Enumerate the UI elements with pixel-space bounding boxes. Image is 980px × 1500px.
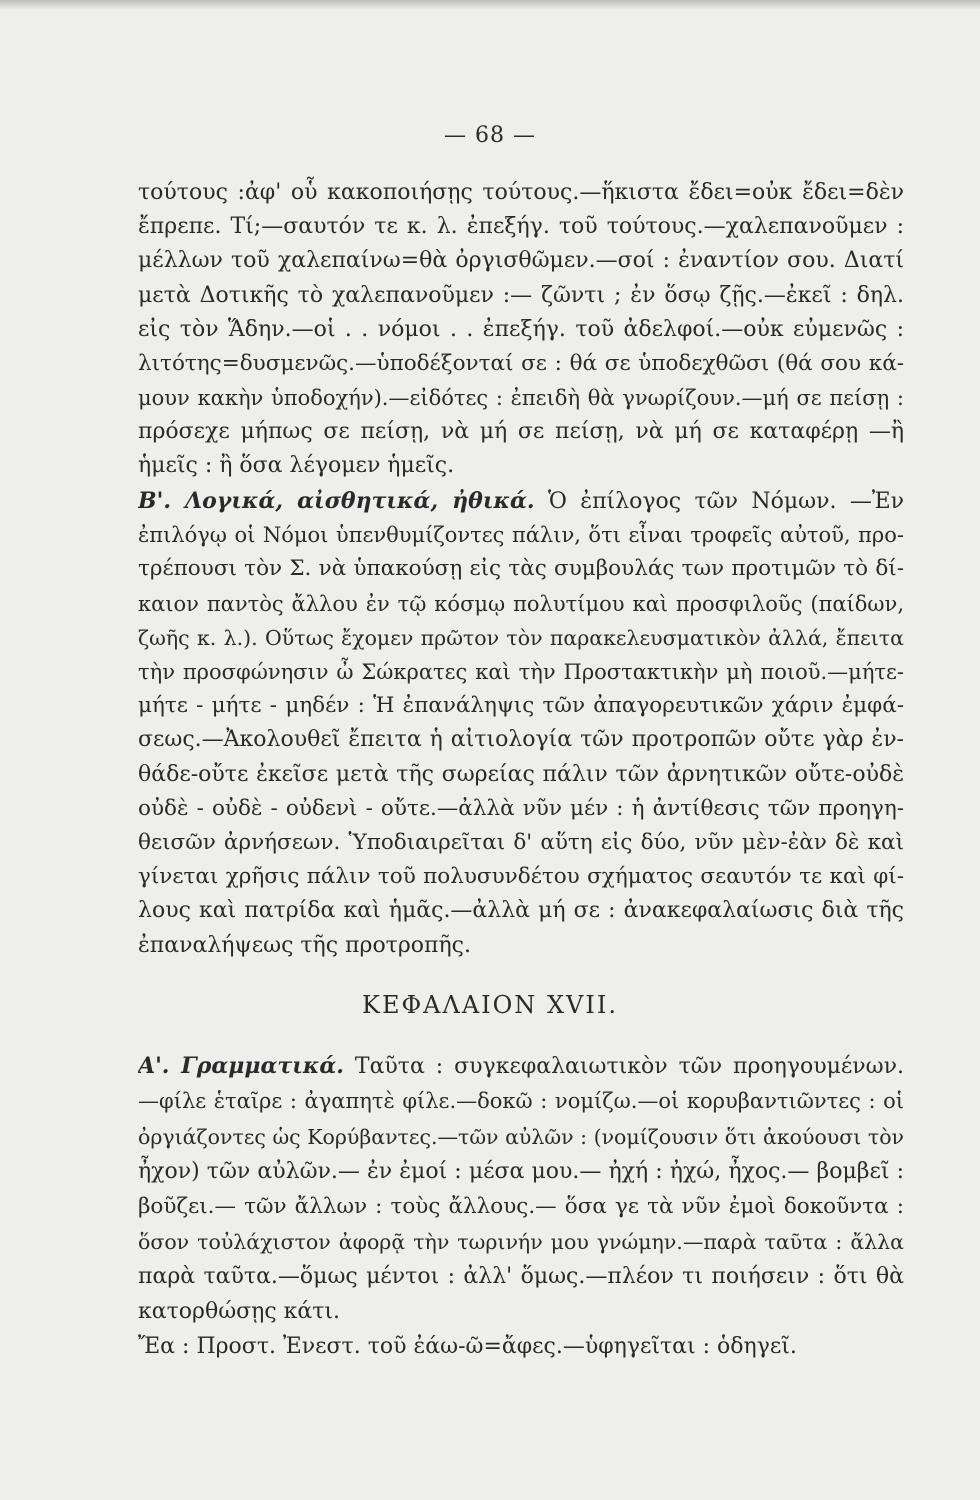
text-line: μήτε - μήτε - μηδέν : Ἡ ἐπανάληψις τῶν ἀπαγορευτικῶν χάριν ἐμφά- <box>138 693 904 718</box>
text-line: ὀργιάζοντες ὡς Κορύβαντες.—τῶν αὐλῶν : (νομίζουσιν ὅτι ἀκούουσι τὸν <box>138 1125 904 1149</box>
text-fragment: Ὁ ἐπίλογος τῶν Νόμων. —Ἐν <box>534 489 904 514</box>
text-line: οὐδὲ - οὐδὲ - οὐδενὶ - οὔτε.—ἀλλὰ νῦν μέν : ἡ ἀντίθεσις τῶν προηγη- <box>138 796 904 821</box>
text-line: λους καὶ πατρίδα καὶ ἡμᾶς.—ἀλλὰ μή σε : ἀνακεφαλαίωσις διὰ τῆς <box>138 898 904 923</box>
text-line: —φίλε ἑταῖρε : ἀγαπητὲ φίλε.—δοκῶ : νομίζω.—οἱ κορυβαντιῶντες : οἱ <box>138 1089 904 1113</box>
text-line: Ἔα : Προστ. Ἐνεστ. τοῦ ἐάω-ῶ=ἄφες.—ὑφηγεῖται : ὁδηγεῖ. <box>138 1334 797 1359</box>
text-line: ζωῆς κ. λ.). Οὕτως ἔχομεν πρῶτον τὸν παρακελευσματικὸν ἀλλά, ἔπειτα <box>138 626 904 650</box>
text-line: τρέπουσι τὸν Σ. νὰ ὑπακούσῃ εἰς τὰς συμβουλάς των προτιμῶν τὸ δί- <box>138 556 904 581</box>
text-line: κατορθώσῃς κάτι. <box>138 1299 341 1324</box>
text-line: ἡμεῖς : ἢ ὅσα λέγομεν ἡμεῖς. <box>138 453 455 478</box>
text-line: γίνεται χρῆσις πάλιν τοῦ πολυσυνδέτου σχήματος σεαυτόν τε καὶ φί- <box>138 864 904 889</box>
text-line: θεισῶν ἀρνήσεων. Ὑποδιαιρεῖται δ' αὕτη εἰς δύο, νῦν μὲν-ἐὰν δὲ καὶ <box>138 830 904 855</box>
text-line: παρὰ ταῦτα.—ὅμως μέντοι : ἀλλ' ὅμως.—πλέον τι ποιήσειν : ὅτι θὰ <box>138 1264 904 1289</box>
scan-top-edge <box>0 0 980 10</box>
text-line: εἰς τὸν Ἅδην.—οἱ . . νόμοι . . ἐπεξήγ. τοῦ ἀδελφοί.—οὐκ εὐμενῶς : <box>138 317 904 342</box>
text-line: θάδε-οὔτε ἐκεῖσε μετὰ τῆς σωρείας πάλιν τῶν ἀρνητικῶν οὔτε-οὐδὲ <box>138 762 904 787</box>
text-line: τὴν προσφώνησιν ὦ Σώκρατες καὶ τὴν Προστακτικὴν μὴ ποιοῦ.—μήτε- <box>138 660 904 684</box>
text-line: ἐπαναλήψεως τῆς προτροπῆς. <box>138 933 471 958</box>
text-fragment: Ταῦτα : συγκεφαλαιωτικὸν τῶν προηγουμένων. <box>343 1054 904 1079</box>
section-heading-line <box>138 1049 904 1083</box>
text-line: ἦχον) τῶν αὐλῶν.— ἐν ἐμοί : μέσα μου.— ἠχή : ἠχώ, ἦχος.— βομβεῖ : <box>138 1159 904 1184</box>
text-line: ὅσον τοὐλάχιστον ἀφορᾷ τὴν τωρινήν μου γνώμην.—παρὰ ταῦτα : ἄλλα <box>138 1230 904 1254</box>
section-heading-grammatical: Α'. Γραμματικά. <box>138 1053 344 1079</box>
text-line: καιον παντὸς ἄλλου ἐν τῷ κόσμῳ πολυτίμου καὶ προσφιλοῦς (παίδων, <box>138 592 904 616</box>
text-line: βοῦζει.— τῶν ἄλλων : τοὺς ἄλλους.— ὅσα γε τὰ νῦν ἐμοὶ δοκοῦντα : <box>138 1194 904 1219</box>
chapter-title: ΚΕΦΑΛΑΙΟΝ XVII. <box>362 991 618 1019</box>
text-line: πρόσεχε μήπως σε πείσῃ, νὰ μή σε πείσῃ, νὰ μή σε καταφέρῃ —ἢ <box>138 419 904 444</box>
text-line: μέλλων τοῦ χαλεπαίνω=θὰ ὀργισθῶμεν.—σοί : ἐναντίον σου. Διατί <box>138 248 904 273</box>
section-heading-line <box>138 484 904 518</box>
text-line: τούτους :ἀφ' οὗ κακοποιήσῃς τούτους.—ἥκιστα ἔδει=οὐκ ἔδει=δὲν <box>138 180 904 205</box>
text-line: μετὰ Δοτικῆς τὸ χαλεπανοῦμεν :— ζῶντι ; ἐν ὅσῳ ζῇς.—ἐκεῖ : δηλ. <box>138 283 904 308</box>
page-number: — 68 — <box>444 123 536 148</box>
text-line: ἐπιλόγῳ οἱ Νόμοι ὑπενθυμίζοντες πάλιν, ὅτι εἶναι τροφεῖς αὐτοῦ, προ- <box>138 523 904 547</box>
text-line: ἔπρεπε. Τί;—σαυτόν τε κ. λ. ἐπεξήγ. τοῦ τούτους.—χαλεπανοῦμεν : <box>138 214 904 239</box>
text-line: μουν κακὴν ὑποδοχήν).—εἰδότες : ἐπειδὴ θὰ γνωρίζουν.—μή σε πείσῃ : <box>138 386 904 410</box>
text-line: λιτότης=δυσμενῶς.—ὑποδέξονταί σε : θά σε ὑποδεχθῶσι (θά σου κά- <box>138 351 904 376</box>
text-line: σεως.—Ἀκολουθεῖ ἔπειτα ἡ αἰτιολογία τῶν προτροπῶν οὔτε γὰρ ἐν- <box>138 727 904 752</box>
section-heading-logical: Β'. Λογικά, αἰσθητικά, ἠθικά. <box>138 488 535 514</box>
